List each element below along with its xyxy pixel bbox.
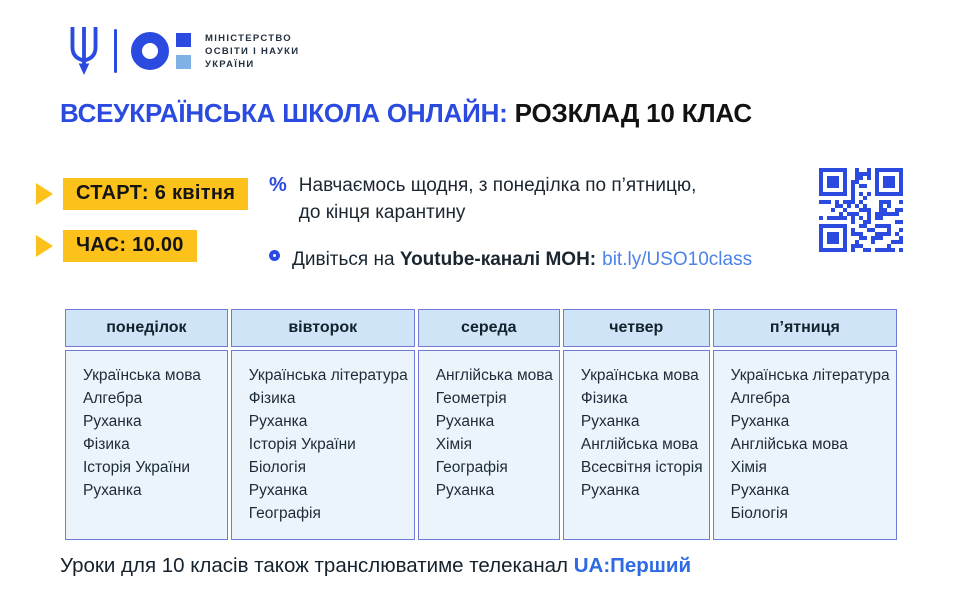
subject-item: Руханка [435, 413, 495, 430]
subject-item: Англійська мова [435, 367, 553, 384]
day-cell-wednesday [418, 350, 560, 540]
subject-item: Руханка [248, 413, 308, 430]
footer-note: Уроки для 10 класів також транслюватиме телеканал UA:Перший [60, 554, 692, 577]
subject-item: Географія [248, 505, 321, 522]
youtube-note [269, 246, 809, 273]
subject-item: Фізика [83, 436, 130, 453]
mon-logo-icon [131, 32, 191, 70]
start-badge: СТАРТ: 6 квітня [63, 178, 248, 210]
subject-item: Руханка [730, 482, 790, 499]
info-section [36, 172, 924, 292]
brand-header [66, 26, 299, 76]
subject-item: Руханка [580, 482, 640, 499]
day-header-tuesday: вівторок [231, 309, 415, 347]
schedule-note [269, 172, 809, 226]
circle-icon [269, 250, 280, 261]
tv-channel: UA:Перший [573, 554, 692, 577]
day-cell-friday [713, 350, 897, 540]
subject-item: Алгебра [730, 390, 790, 407]
logo-divider [114, 29, 117, 73]
subject-item: Історія України [248, 436, 356, 453]
time-badge-row [36, 230, 197, 262]
subject-item: Руханка [730, 413, 790, 430]
day-header-wednesday: середа [418, 309, 560, 347]
subject-item: Хімія [730, 459, 767, 476]
subject-item: Геометрія [435, 390, 507, 407]
ministry-name: МІНІСТЕРСТВО ОСВІТИ І НАУКИ УКРАЇНИ [205, 32, 300, 70]
subject-item: Руханка [83, 482, 142, 499]
schedule-table [62, 306, 900, 543]
mon-logo-ring [131, 32, 169, 70]
mon-logo-colon [176, 33, 191, 69]
subject-item: Алгебра [83, 390, 143, 407]
time-badge: ЧАС: 10.00 [63, 230, 197, 262]
subject-item: Українська мова [580, 367, 699, 384]
subject-item: Біологія [248, 459, 307, 476]
schedule-note-text: Навчаємось щодня, з понеділка по п’ятницю, до кінця карантину [298, 175, 697, 223]
subject-item: Англійська мова [580, 436, 699, 453]
subject-item: Руханка [435, 482, 495, 499]
subject-item: Біологія [730, 505, 788, 522]
title-rest: РОЗКЛАД 10 КЛАС [514, 98, 752, 128]
trident-icon [66, 26, 102, 76]
percent-icon: % [269, 174, 287, 196]
day-header-thursday: четвер [563, 309, 710, 347]
day-cell-thursday [563, 350, 710, 540]
start-badge-row [36, 178, 248, 210]
arrow-right-icon [36, 183, 53, 205]
day-header-friday: п’ятниця [713, 309, 897, 347]
page-title [60, 98, 752, 129]
subject-item: Руханка [248, 482, 308, 499]
subject-item: Хімія [435, 436, 472, 453]
schedule-header-row [65, 309, 897, 347]
subject-item: Українська література [248, 367, 408, 384]
day-cell-tuesday [231, 350, 415, 540]
notes [269, 172, 809, 273]
youtube-note-text: Дивіться на Youtube-каналі МОН: bit.ly/USO10class [292, 249, 753, 270]
schedule-body-row [65, 350, 897, 540]
subject-item: Фізика [580, 390, 628, 407]
youtube-link[interactable]: bit.ly/USO10class [602, 249, 753, 270]
subject-item: Українська література [730, 367, 890, 384]
day-cell-monday [65, 350, 228, 540]
day-header-monday: понеділок [65, 309, 228, 347]
subject-item: Руханка [83, 413, 142, 430]
subject-item: Всесвітня історія [580, 459, 703, 476]
qr-code [817, 166, 905, 254]
subject-item: Руханка [580, 413, 640, 430]
subject-item: Історія України [83, 459, 191, 476]
subject-item: Українська мова [83, 367, 201, 384]
arrow-right-icon [36, 235, 53, 257]
subject-item: Фізика [248, 390, 296, 407]
title-highlight: ВСЕУКРАЇНСЬКА ШКОЛА ОНЛАЙН: [60, 98, 508, 128]
subject-item: Географія [435, 459, 508, 476]
subject-item: Англійська мова [730, 436, 848, 453]
